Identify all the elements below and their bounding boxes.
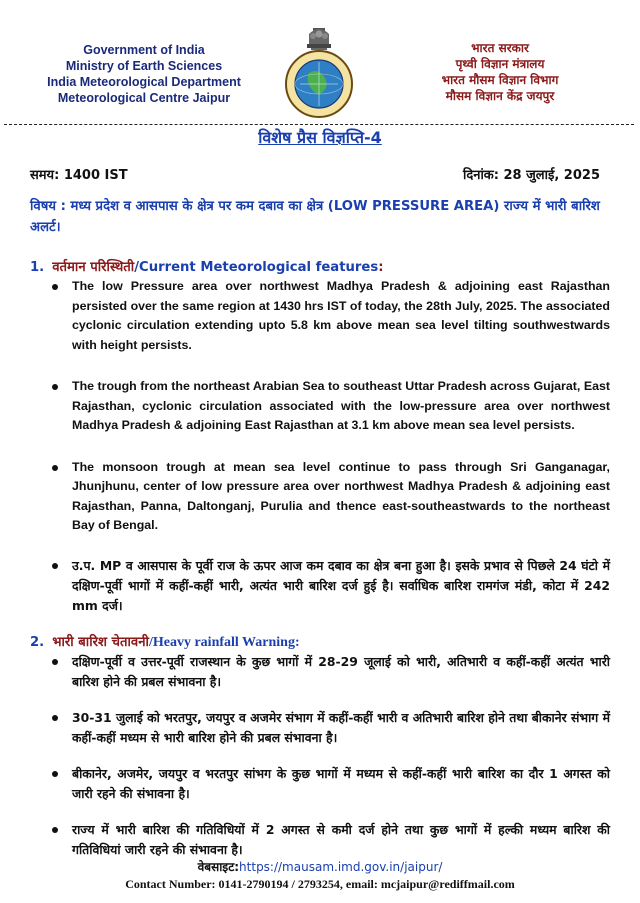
section-2-number: 2. — [30, 635, 45, 650]
bullet-icon — [52, 563, 58, 569]
list-item-text: The monsoon trough at mean sea level continue to pass through Sri Ganganagar, Jhunjhunu, center of low pressure area over northwest Madhya Pradesh & adjoining east Rajasthan, Panna, Daltonganj, Purulia and thence east-southeastwards to the northeast Bay of Bengal. — [72, 459, 610, 532]
bullet-icon — [52, 284, 58, 290]
org-hi-line-2: पृथ्वी विज्ञान मंत्रालय — [455, 57, 545, 71]
org-en-line-1: Government of India — [83, 43, 205, 57]
list-item — [50, 708, 610, 748]
bullet-icon — [52, 827, 58, 833]
list-item-text: 30-31 जुलाई को भरतपुर, जयपुर व अजमेर संभाग में कहीं-कहीं भारी व अतिभारी बारिश होने तथा बीकानेर संभाग में कहीं-कहीं मध्यम से भारी बारिश होने की प्रबल संभावना है। — [72, 710, 610, 745]
bullet-icon — [52, 715, 58, 721]
section-1-title-hindi: वर्तमान परिस्थिती — [52, 260, 135, 275]
bullet-icon — [52, 659, 58, 665]
org-en-line-4: Meteorological Centre Jaipur — [57, 91, 231, 105]
list-item-text: दक्षिण-पूर्वी व उत्तर-पूर्वी राजस्थान के कुछ भागों में 28-29 जूलाई को भारी, अतिभारी व कहीं-कहीं अत्यंत भारी बारिश होने की प्रबल संभावना है। — [72, 654, 610, 689]
list-item-text: बीकानेर, अजमेर, जयपुर व भरतपुर सांभग के कुछ भागों में मध्यम से कहीं-कहीं भारी बारिश का दौर 1 अगस्त को जारी रहने की संभावना है। — [72, 766, 610, 801]
bullet-icon — [52, 465, 58, 471]
issue-time: समय: 1400 IST — [30, 168, 128, 183]
list-item — [50, 458, 610, 536]
list-item-text: राज्य में भारी बारिश की गतिविधियों में 2 अगस्त से कमी दर्ज होने तथा कुछ भागों में हल्की मध्यम बारिश की गतिविधियां जारी रहने की संभावना है। — [72, 822, 610, 857]
list-item — [50, 377, 610, 436]
list-item-text: The low Pressure area over northwest Madhya Pradesh & adjoining east Rajasthan persisted over the same region at 1430 hrs IST of today, the 28th July, 2025. The associated cyclonic circulation extending upto 5.8 km above mean sea level tilting southwestwards with height persists. — [72, 279, 610, 352]
org-name-english — [30, 42, 258, 106]
org-hi-line-3: भारत मौसम विज्ञान विभाग — [441, 73, 559, 87]
list-item — [50, 277, 610, 355]
section-1-list — [50, 277, 610, 616]
bullet-icon — [52, 771, 58, 777]
letterhead — [0, 0, 640, 120]
website-label: वेबसाइट: — [197, 860, 240, 874]
imd-globe-logo-icon — [286, 51, 352, 117]
section-2-title-hindi: भारी बारिश चेतावनी — [52, 635, 149, 650]
list-item — [50, 556, 610, 616]
header-divider — [4, 124, 634, 125]
footer-website — [0, 858, 640, 875]
list-item — [50, 820, 610, 860]
subject-line: विषय : मध्य प्रदेश व आसपास के क्षेत्र पर कम दबाव का क्षेत्र (LOW PRESSURE AREA) राज्य में भारी बारिश अलर्ट। — [30, 199, 600, 235]
section-1-title-english: /Current Meteorological features — [134, 260, 379, 275]
list-item-text: The trough from the northeast Arabian Sea to southeast Uttar Pradesh across Gujarat, East Rajasthan, cyclonic circulation associated with the low-pressure area over northwest Madhya Pradesh & adjoining East Rajasthan at 3.1 km above mean sea level persists. — [72, 379, 610, 432]
lion-capital-icon — [307, 28, 331, 50]
section-1-colon: : — [378, 260, 384, 275]
footer-contact: Contact Number: 0141-2790194 / 2793254, email: mcjaipur@rediffmail.com — [125, 877, 515, 891]
section-2-title-english: /Heavy rainfall Warning: — [148, 635, 300, 650]
org-en-line-3: India Meteorological Department — [47, 75, 241, 89]
section-1-number: 1. — [30, 260, 45, 275]
org-name-hindi — [385, 40, 615, 104]
issue-date: दिनांक: 28 जुलाई, 2025 — [462, 168, 600, 183]
list-item — [50, 652, 610, 692]
section-2-list — [50, 652, 610, 860]
section-1-heading — [30, 257, 383, 275]
website-link[interactable]: https://mausam.imd.gov.in/jaipur/ — [239, 860, 443, 874]
imd-emblem-icon — [282, 22, 356, 120]
org-en-line-2: Ministry of Earth Sciences — [65, 59, 223, 73]
bullet-icon — [52, 384, 58, 390]
list-item-text: उ.प. MP व आसपास के पूर्वी राज के ऊपर आज कम दबाव का क्षेत्र बना हुआ है। इसके प्रभाव से पिछले 24 घंटो में दक्षिण-पूर्वी भागों में कहीं-कहीं भारी, अत्यंत भारी बारिश दर्ज हुई है। सर्वाधिक बारिश रामगंज मंडी, कोटा में 242 mm दर्ज। — [72, 557, 611, 613]
org-hi-line-1: भारत सरकार — [471, 41, 529, 55]
list-item — [50, 764, 610, 804]
press-release-title: विशेष प्रैस विज्ञप्ति-4 — [258, 128, 382, 147]
section-2-heading — [30, 632, 300, 651]
org-hi-line-4: मौसम विज्ञान केंद्र जयपुर — [445, 89, 555, 103]
